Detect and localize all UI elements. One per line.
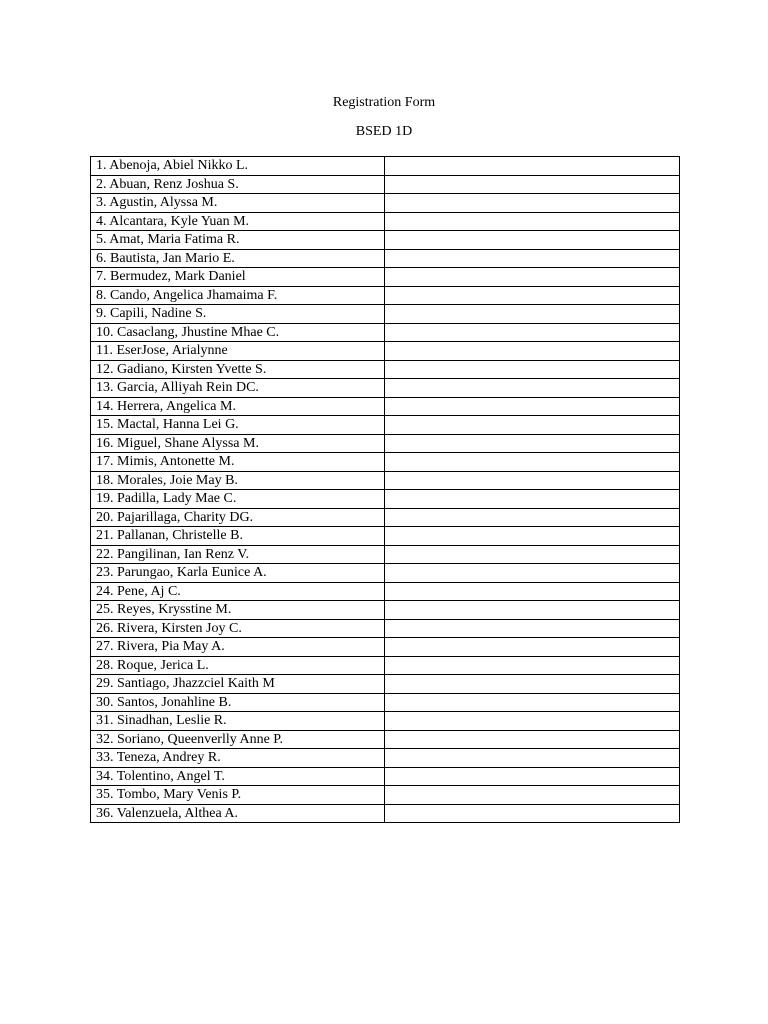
student-name-cell: 25. Reyes, Krysstine M. [91,601,385,620]
blank-entry-cell [385,730,680,749]
student-name-cell: 15. Mactal, Hanna Lei G. [91,416,385,435]
student-name-cell: 16. Miguel, Shane Alyssa M. [91,434,385,453]
student-name-cell: 33. Teneza, Andrey R. [91,749,385,768]
student-name-cell: 2. Abuan, Renz Joshua S. [91,175,385,194]
blank-entry-cell [385,508,680,527]
table-row [91,471,680,490]
blank-entry-cell [385,360,680,379]
blank-entry-cell [385,323,680,342]
student-name-cell: 34. Tolentino, Angel T. [91,767,385,786]
student-name-cell: 35. Tombo, Mary Venis P. [91,786,385,805]
table-row [91,397,680,416]
blank-entry-cell [385,416,680,435]
blank-entry-cell [385,545,680,564]
student-name-cell: 22. Pangilinan, Ian Renz V. [91,545,385,564]
table-row [91,194,680,213]
section-title: BSED 1D [355,124,413,139]
table-row [91,268,680,287]
table-row [91,804,680,823]
blank-entry-cell [385,212,680,231]
table-row [91,157,680,176]
student-name-cell: 5. Amat, Maria Fatima R. [91,231,385,250]
table-row [91,360,680,379]
student-name-cell: 13. Garcia, Alliyah Rein DC. [91,379,385,398]
table-row [91,286,680,305]
student-name-cell: 32. Soriano, Queenverlly Anne P. [91,730,385,749]
table-row [91,527,680,546]
blank-entry-cell [385,693,680,712]
student-name-cell: 28. Roque, Jerica L. [91,656,385,675]
blank-entry-cell [385,638,680,657]
blank-entry-cell [385,342,680,361]
blank-entry-cell [385,564,680,583]
blank-entry-cell [385,712,680,731]
student-name-cell: 29. Santiago, Jhazzciel Kaith M [91,675,385,694]
blank-entry-cell [385,675,680,694]
student-name-cell: 10. Casaclang, Jhustine Mhae C. [91,323,385,342]
table-row [91,305,680,324]
table-row [91,564,680,583]
blank-entry-cell [385,767,680,786]
blank-entry-cell [385,434,680,453]
student-name-cell: 4. Alcantara, Kyle Yuan M. [91,212,385,231]
blank-entry-cell [385,157,680,176]
student-name-cell: 7. Bermudez, Mark Daniel [91,268,385,287]
student-name-cell: 11. EserJose, Arialynne [91,342,385,361]
table-row [91,490,680,509]
table-row [91,212,680,231]
student-name-cell: 12. Gadiano, Kirsten Yvette S. [91,360,385,379]
table-row [91,712,680,731]
blank-entry-cell [385,656,680,675]
student-name-cell: 19. Padilla, Lady Mae C. [91,490,385,509]
blank-entry-cell [385,175,680,194]
table-row [91,379,680,398]
blank-entry-cell [385,749,680,768]
blank-entry-cell [385,527,680,546]
table-row [91,749,680,768]
table-row [91,434,680,453]
student-name-cell: 27. Rivera, Pia May A. [91,638,385,657]
blank-entry-cell [385,286,680,305]
blank-entry-cell [385,786,680,805]
blank-entry-cell [385,397,680,416]
student-name-cell: 21. Pallanan, Christelle B. [91,527,385,546]
table-row [91,693,680,712]
table-row [91,638,680,657]
blank-entry-cell [385,305,680,324]
blank-entry-cell [385,453,680,472]
student-name-cell: 31. Sinadhan, Leslie R. [91,712,385,731]
student-name-cell: 20. Pajarillaga, Charity DG. [91,508,385,527]
table-row [91,453,680,472]
student-name-cell: 8. Cando, Angelica Jhamaima F. [91,286,385,305]
table-row [91,619,680,638]
blank-entry-cell [385,249,680,268]
registration-table [90,156,680,823]
table-row [91,582,680,601]
form-title: Registration Form [332,95,436,110]
student-name-cell: 3. Agustin, Alyssa M. [91,194,385,213]
blank-entry-cell [385,268,680,287]
student-name-cell: 26. Rivera, Kirsten Joy C. [91,619,385,638]
blank-entry-cell [385,194,680,213]
student-name-cell: 6. Bautista, Jan Mario E. [91,249,385,268]
table-row [91,231,680,250]
table-row [91,342,680,361]
student-name-cell: 1. Abenoja, Abiel Nikko L. [91,157,385,176]
student-name-cell: 36. Valenzuela, Althea A. [91,804,385,823]
registration-table-body [91,157,680,823]
blank-entry-cell [385,379,680,398]
table-row [91,601,680,620]
table-row [91,323,680,342]
table-row [91,508,680,527]
table-row [91,249,680,268]
table-row [91,786,680,805]
table-row [91,175,680,194]
student-name-cell: 23. Parungao, Karla Eunice A. [91,564,385,583]
table-row [91,656,680,675]
blank-entry-cell [385,619,680,638]
student-name-cell: 18. Morales, Joie May B. [91,471,385,490]
table-row [91,416,680,435]
table-row [91,545,680,564]
student-name-cell: 30. Santos, Jonahline B. [91,693,385,712]
student-name-cell: 24. Pene, Aj C. [91,582,385,601]
table-row [91,675,680,694]
table-row [91,767,680,786]
blank-entry-cell [385,471,680,490]
blank-entry-cell [385,582,680,601]
student-name-cell: 17. Mimis, Antonette M. [91,453,385,472]
blank-entry-cell [385,804,680,823]
student-name-cell: 9. Capili, Nadine S. [91,305,385,324]
student-name-cell: 14. Herrera, Angelica M. [91,397,385,416]
table-row [91,730,680,749]
blank-entry-cell [385,601,680,620]
blank-entry-cell [385,490,680,509]
blank-entry-cell [385,231,680,250]
